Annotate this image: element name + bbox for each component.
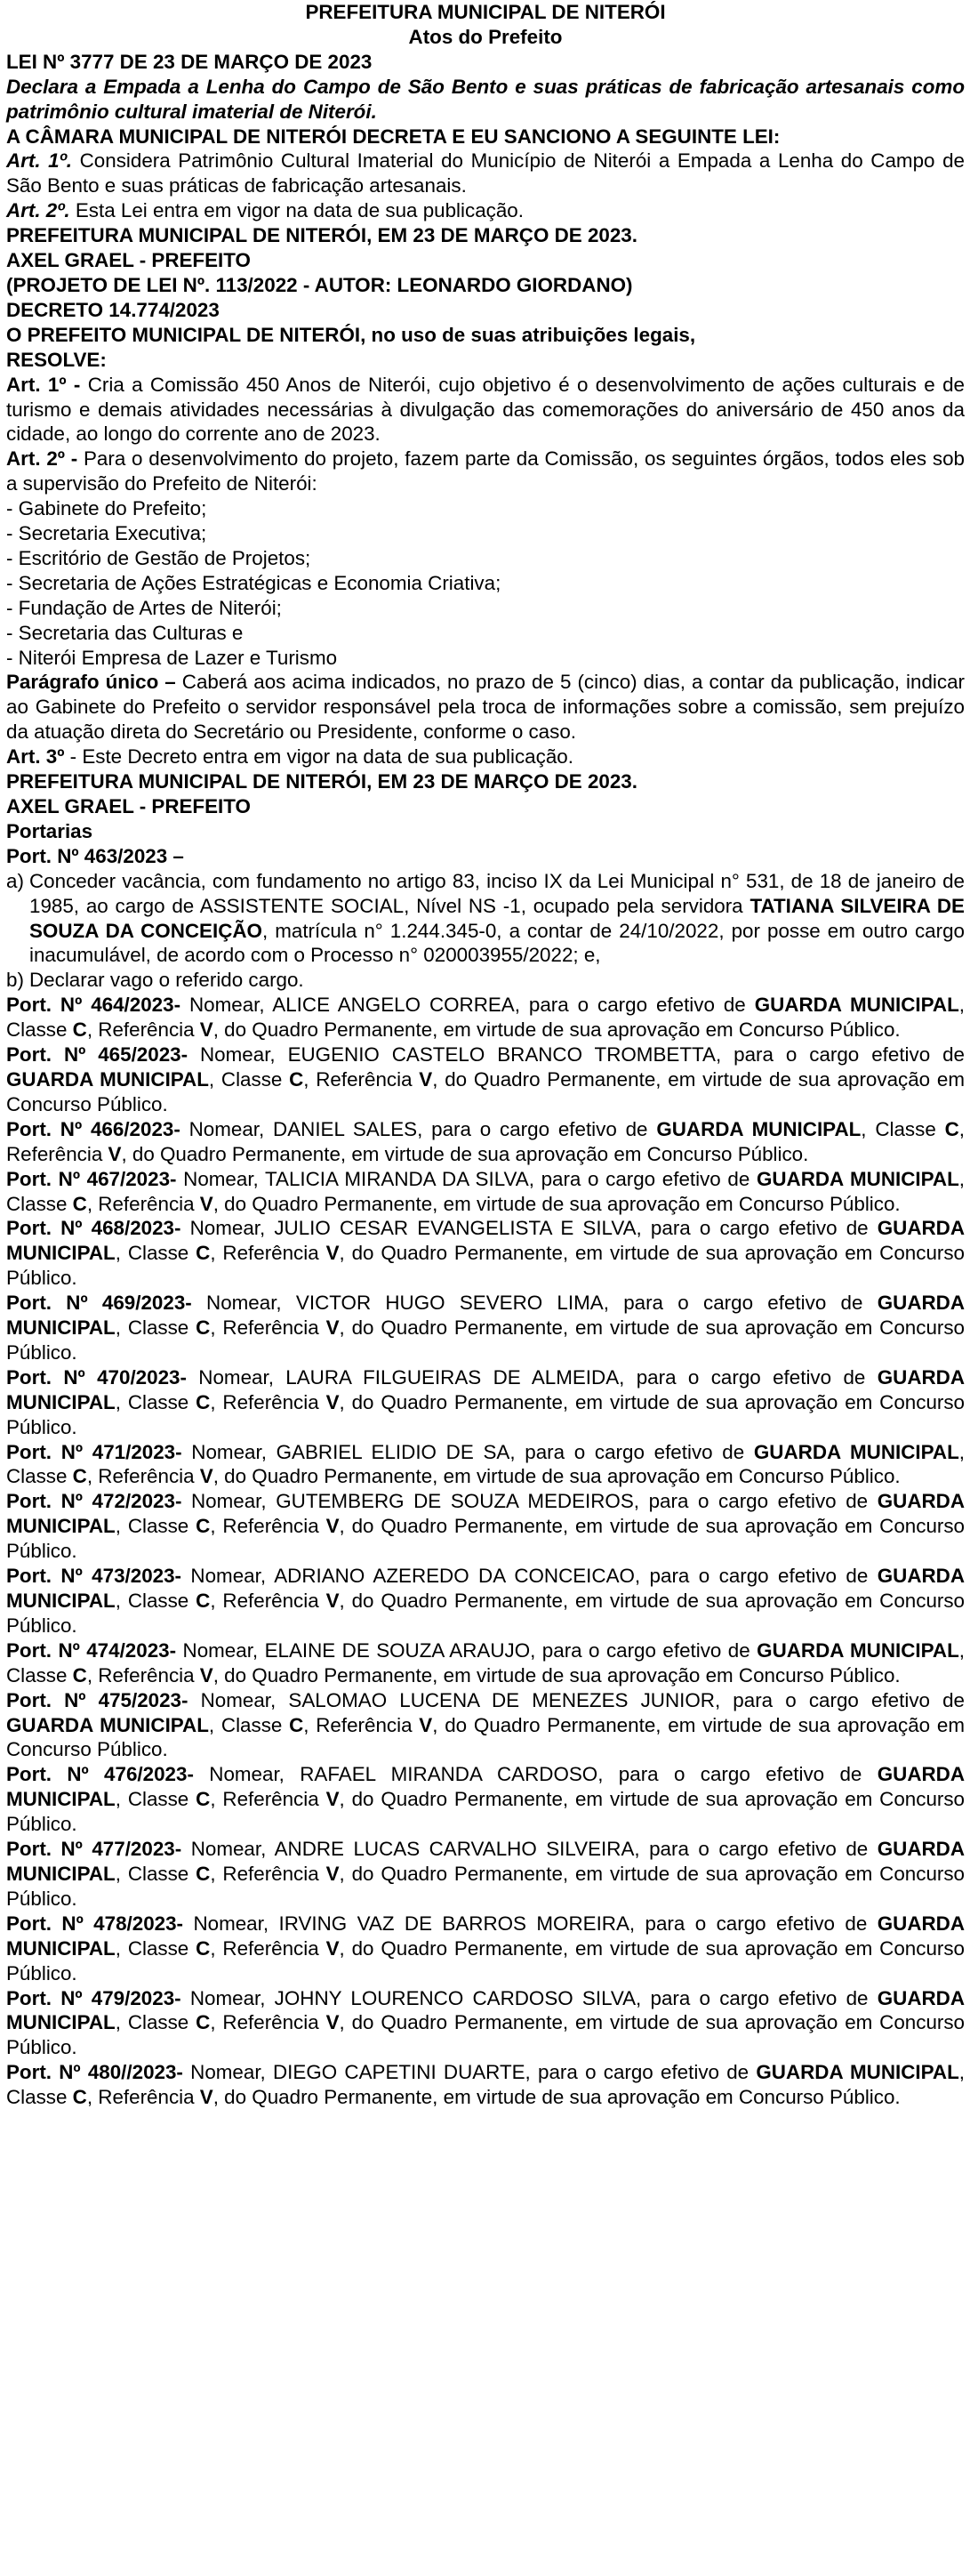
text-run: GUARDA MUNICIPAL (6, 1490, 966, 1538)
text-run: Nomear, ELAINE DE SOUZA ARAUJO, para o cargo efetivo de (176, 1638, 758, 1662)
text-run: C (289, 1067, 304, 1091)
text-run: GUARDA MUNICIPAL (753, 1440, 959, 1463)
text-run: Port. Nº 474/2023- (6, 1638, 177, 1662)
ordinance-entry (6, 993, 965, 1042)
text-run: , Referência (86, 1663, 200, 1686)
text-run: , Classe (208, 1067, 290, 1091)
text-run: GUARDA MUNICIPAL (756, 1167, 959, 1190)
text-run: , Classe (861, 1117, 945, 1140)
text-run: , do Quadro Permanente, em virtude de sua aprovação em Concurso Público. (212, 1663, 901, 1686)
text-run: , matrícula n° 1.244.345-0, a contar de 24/10/2022, por posse em outro cargo inacumulável, de acordo com o Processo n° 020003955/2022; e, (29, 919, 965, 967)
text-run: C (196, 2011, 211, 2034)
clause-text (29, 968, 965, 993)
list-item (6, 571, 965, 596)
ordinance-entry (6, 1216, 965, 1291)
text-run: Port. Nº 471/2023- (6, 1440, 182, 1463)
text-run: , Classe (6, 1167, 965, 1215)
page-title: PREFEITURA MUNICIPAL DE NITERÓI (305, 1, 666, 23)
text-run: , Classe (6, 1440, 965, 1488)
text-run: C (72, 1192, 87, 1215)
text-run: GUARDA MUNICIPAL (6, 1713, 209, 1736)
text-run: V (199, 1192, 213, 1215)
text-run: V (199, 2086, 213, 2109)
ordinance-entry (6, 1365, 965, 1440)
decree-paragraph (6, 670, 965, 745)
text-run: , Referência (210, 1242, 326, 1265)
text-run: Para o desenvolvimento do projeto, fazem parte da Comissão, os seguintes órgãos, todos eles sob a supervisão do Prefeito de Niterói: (6, 447, 966, 495)
text-run: Port. Nº 470/2023- (6, 1365, 187, 1389)
text-run: Nomear, RAFAEL MIRANDA CARDOSO, para o cargo efetivo de (193, 1763, 878, 1786)
text-run: , Referência (86, 1192, 200, 1215)
ordinance-entry (6, 1986, 965, 2061)
ordinance-entry (6, 1489, 965, 1564)
signature-date (6, 223, 965, 248)
list-item (6, 646, 965, 671)
text-run: GUARDA MUNICIPAL (6, 1292, 965, 1340)
text-run: , do Quadro Permanente, em virtude de sua aprovação em Concurso Público. (212, 1192, 901, 1215)
bill-reference (6, 273, 965, 298)
list-item (6, 496, 965, 521)
text-run: A CÂMARA MUNICIPAL DE NITERÓI DECRETA E EU SANCIONO A SEGUINTE LEI: (6, 125, 781, 148)
text-run: Nomear, JULIO CESAR EVANGELISTA E SILVA, para o cargo efetivo de (180, 1217, 878, 1240)
text-run: , Classe (6, 1638, 965, 1686)
text-run: V (325, 1242, 340, 1265)
text-run: , do Quadro Permanente, em virtude de sua aprovação em Concurso Público. (6, 1242, 965, 1290)
ordinance-entry (6, 1762, 965, 1837)
ordinance-entry (6, 1837, 965, 1912)
text-run: V (325, 1788, 340, 1811)
list-item (6, 521, 965, 546)
text-run: Art. 2º - (6, 447, 84, 471)
text-run: V (325, 1316, 340, 1340)
text-run: DECRETO 14.774/2023 (6, 298, 220, 321)
text-run: C (72, 2086, 87, 2109)
law-article (6, 198, 965, 223)
ordinance-entry (6, 1117, 965, 1167)
text-run: Port. Nº 479/2023- (6, 1986, 181, 2009)
text-run: GUARDA MUNICIPAL (6, 1986, 965, 2034)
text-run: Nomear, ALICE ANGELO CORREA, para o cargo efetivo de (180, 994, 755, 1017)
text-run: Port. Nº 468/2023- (6, 1217, 181, 1240)
text-run: , do Quadro Permanente, em virtude de sua aprovação em Concurso Público. (212, 1465, 901, 1488)
text-run: , do Quadro Permanente, em virtude de sua aprovação em Concurso Público. (6, 1936, 965, 1984)
text-run: C (196, 1788, 211, 1811)
list-item (6, 621, 965, 646)
ordinance-entry (6, 1291, 965, 1365)
text-run: - Secretaria Executiva; (6, 522, 207, 545)
text-run: , Referência (86, 1465, 200, 1488)
text-run: Art. 2º. (6, 199, 70, 222)
ordinance-entry (6, 1688, 965, 1763)
text-run: - Secretaria de Ações Estratégicas e Economia Criativa; (6, 571, 501, 594)
text-run: , do Quadro Permanente, em virtude de sua aprovação em Concurso Público. (121, 1142, 809, 1165)
text-run: Portarias (6, 819, 93, 842)
text-run: Art. 3º (6, 745, 65, 769)
signature-name (6, 794, 965, 819)
text-run: O PREFEITO MUNICIPAL DE NITERÓI, no uso de suas atribuições legais, (6, 323, 696, 346)
decree-resolve (6, 348, 965, 373)
text-run: , do Quadro Permanente, em virtude de sua aprovação em Concurso Público. (212, 1018, 901, 1042)
text-run: , Referência (210, 1590, 326, 1612)
text-run: , Referência (210, 1936, 326, 1960)
text-run: Esta Lei entra em vigor na data de sua publicação. (69, 199, 524, 222)
text-run: C (72, 1465, 87, 1488)
text-run: , do Quadro Permanente, em virtude de sua aprovação em Concurso Público. (6, 1862, 965, 1910)
ordinance-clause (6, 869, 965, 969)
clause-text (29, 869, 965, 969)
text-run: Port. Nº 477/2023- (6, 1838, 182, 1861)
decree-article (6, 745, 965, 769)
ordinance-entry (6, 1167, 965, 1217)
text-run: C (196, 1316, 211, 1340)
text-run: Nomear, VICTOR HUGO SEVERO LIMA, para o cargo efetivo de (191, 1292, 878, 1315)
law-title (6, 50, 965, 75)
text-run: Port. Nº 472/2023- (6, 1490, 182, 1513)
text-run: , do Quadro Permanente, em virtude de sua aprovação em Concurso Público. (6, 1067, 965, 1115)
text-run: V (419, 1067, 433, 1091)
text-run: Nomear, ADRIANO AZEREDO DA CONCEICAO, para o cargo efetivo de (181, 1565, 878, 1588)
text-run: , do Quadro Permanente, em virtude de sua aprovação em Concurso Público. (6, 1316, 965, 1364)
text-run: GUARDA MUNICIPAL (656, 1117, 862, 1140)
text-run: LEI Nº 3777 DE 23 DE MARÇO DE 2023 (6, 50, 373, 73)
text-run: Art. 1º - (6, 373, 88, 396)
text-run: , do Quadro Permanente, em virtude de sua aprovação em Concurso Público. (6, 1390, 965, 1438)
text-run: , do Quadro Permanente, em virtude de sua aprovação em Concurso Público. (6, 1788, 965, 1836)
text-run: Parágrafo único – (6, 671, 176, 694)
text-run: Port. Nº 464/2023- (6, 994, 181, 1017)
signature-date (6, 769, 965, 794)
ordinance-clause (6, 968, 965, 993)
text-run: Port. Nº 478/2023- (6, 1912, 184, 1935)
text-run: C (196, 1390, 211, 1413)
ordinance-entry (6, 1042, 965, 1117)
text-run: , Classe (6, 2061, 965, 2109)
ordinance-entry (6, 1440, 965, 1490)
text-run: , Referência (303, 1067, 420, 1091)
text-run: Considera Patrimônio Cultural Imaterial do Município de Niterói a Empada a Lenha do Campo de São Bento e suas práticas de fabricação artesanais. (6, 149, 965, 197)
text-run: - Escritório de Gestão de Projetos; (6, 546, 311, 569)
text-run: C (289, 1713, 304, 1736)
ordinance-entry (6, 1912, 965, 1986)
text-run: PREFEITURA MUNICIPAL DE NITERÓI, EM 23 DE MARÇO DE 2023. (6, 224, 637, 247)
list-item (6, 596, 965, 621)
page-subtitle: Atos do Prefeito (408, 25, 563, 48)
section-heading (6, 819, 965, 844)
text-run: V (199, 1465, 213, 1488)
text-run: Nomear, EUGENIO CASTELO BRANCO TROMBETTA, para o cargo efetivo de (188, 1043, 966, 1067)
text-run: Nomear, SALOMAO LUCENA DE MENEZES JUNIOR, para o cargo efetivo de (188, 1688, 966, 1711)
law-article (6, 149, 965, 198)
text-run: Port. Nº 467/2023- (6, 1167, 177, 1190)
text-run: , Referência (210, 1788, 326, 1811)
text-run: GUARDA MUNICIPAL (757, 1638, 959, 1662)
text-run: GUARDA MUNICIPAL (6, 1763, 966, 1811)
text-run: , Classe (115, 1390, 196, 1413)
text-run: - Niterói Empresa de Lazer e Turismo (6, 646, 338, 669)
signature-name (6, 248, 965, 273)
ordinance-entry (6, 2060, 965, 2110)
text-run: GUARDA MUNICIPAL (6, 1067, 209, 1091)
ordinance-title (6, 844, 965, 869)
law-summary (6, 75, 965, 125)
text-run: V (419, 1713, 433, 1736)
text-run: PREFEITURA MUNICIPAL DE NITERÓI, EM 23 DE MARÇO DE 2023. (6, 770, 637, 793)
text-run: , do Quadro Permanente, em virtude de sua aprovação em Concurso Público. (212, 2086, 901, 2109)
text-run: C (72, 1018, 87, 1042)
text-run: AXEL GRAEL - PREFEITO (6, 249, 251, 272)
text-run: V (325, 2011, 340, 2034)
text-run: , Classe (115, 1862, 196, 1885)
text-run: AXEL GRAEL - PREFEITO (6, 795, 251, 817)
text-run: Nomear, DANIEL SALES, para o cargo efetivo de (180, 1117, 657, 1140)
clause-label: a) (6, 869, 24, 892)
text-run: Port. Nº 475/2023- (6, 1688, 188, 1711)
text-run: GUARDA MUNICIPAL (754, 994, 959, 1017)
text-run: Nomear, IRVING VAZ DE BARROS MOREIRA, para o cargo efetivo de (183, 1912, 878, 1935)
text-run: Nomear, LAURA FILGUEIRAS DE ALMEIDA, para o cargo efetivo de (186, 1365, 878, 1389)
decree-article (6, 447, 965, 496)
text-run: V (325, 1862, 340, 1885)
text-run: , Referência (210, 2011, 326, 2034)
decree-article (6, 373, 965, 447)
text-run: , Classe (115, 2011, 196, 2034)
text-run: , do Quadro Permanente, em virtude de sua aprovação em Concurso Público. (6, 1590, 965, 1637)
text-run: V (325, 1515, 340, 1538)
text-run: Nomear, TALICIA MIRANDA DA SILVA, para o cargo efetivo de (176, 1167, 757, 1190)
list-item (6, 546, 965, 571)
text-run: , Classe (115, 1242, 196, 1265)
text-run: GUARDA MUNICIPAL (6, 1365, 965, 1413)
text-run: , do Quadro Permanente, em virtude de sua aprovação em Concurso Público. (6, 1713, 965, 1761)
text-run: , Referência (210, 1862, 326, 1885)
text-run: GUARDA MUNICIPAL (6, 1838, 966, 1885)
text-run: C (196, 1862, 211, 1885)
text-run: , do Quadro Permanente, em virtude de sua aprovação em Concurso Público. (6, 2011, 965, 2059)
text-run: - Fundação de Artes de Niterói; (6, 596, 282, 619)
text-run: V (199, 1663, 213, 1686)
text-run: , Referência (303, 1713, 420, 1736)
text-run: , Referência (86, 2086, 200, 2109)
ordinance-entry (6, 1564, 965, 1638)
text-run: RESOLVE: (6, 348, 107, 371)
ordinance-entry (6, 1638, 965, 1688)
text-run: Nomear, GABRIEL ELIDIO DE SA, para o cargo efetivo de (181, 1440, 754, 1463)
text-run: C (196, 1936, 211, 1960)
text-run: Caberá aos acima indicados, no prazo de 5 (cinco) dias, a contar da publicação, indicar ao Gabinete do Prefeito o servidor responsável pela troca de informações sobre a comissão, sem prejuízo da atuação direta do Secretário ou Presidente, conforme o caso. (6, 671, 965, 744)
text-run: , Referência (210, 1515, 326, 1538)
text-run: Nomear, GUTEMBERG DE SOUZA MEDEIROS, para o cargo efetivo de (181, 1490, 878, 1513)
text-run: Cria a Comissão 450 Anos de Niterói, cujo objetivo é o desenvolvimento de ações culturais e de turismo e demais atividades necessárias à divulgação das comemorações do aniversário de 450 anos da cidade, ao longo do corrente ano de 2023. (6, 373, 966, 446)
text-run: , Classe (6, 994, 966, 1042)
law-enactment (6, 125, 965, 149)
text-run: Port. Nº 466/2023- (6, 1117, 180, 1140)
text-run: C (196, 1242, 211, 1265)
text-run: V (199, 1018, 213, 1042)
text-run: C (196, 1515, 211, 1538)
text-run: Nomear, JOHNY LOURENCO CARDOSO SILVA, para o cargo efetivo de (180, 1986, 878, 2009)
text-run: Port. Nº 480//2023- (6, 2061, 183, 2084)
text-run: , Classe (115, 1515, 196, 1538)
text-run: - Este Decreto entra em vigor na data de sua publicação. (64, 745, 573, 769)
text-run: C (196, 1590, 211, 1612)
text-run: Nomear, DIEGO CAPETINI DUARTE, para o cargo efetivo de (182, 2061, 757, 2084)
text-run: , Classe (115, 1788, 196, 1811)
clause-label: b) (6, 969, 24, 992)
text-run: GUARDA MUNICIPAL (6, 1565, 966, 1612)
text-run: - Gabinete do Prefeito; (6, 497, 207, 520)
text-run: Port. Nº 473/2023- (6, 1565, 182, 1588)
document-body (6, 50, 965, 2110)
text-run: V (108, 1142, 122, 1165)
text-run: Declarar vago o referido cargo. (29, 969, 304, 992)
text-run: , Referência (6, 1117, 965, 1165)
text-run: V (325, 1936, 340, 1960)
text-run: GUARDA MUNICIPAL (756, 2061, 959, 2084)
text-run: - Secretaria das Culturas e (6, 621, 244, 644)
decree-title (6, 298, 965, 323)
decree-preamble (6, 323, 965, 348)
text-run: , Referência (210, 1316, 326, 1340)
text-run: V (325, 1590, 340, 1612)
text-run: Port. Nº 469/2023- (6, 1292, 192, 1315)
text-run: , do Quadro Permanente, em virtude de sua aprovação em Concurso Público. (6, 1515, 965, 1563)
text-run: , Classe (115, 1316, 196, 1340)
text-run: C (944, 1117, 959, 1140)
text-run: Port. Nº 463/2023 – (6, 844, 184, 867)
text-run: TATIANA SILVEIRA DE SOUZA DA CONCEIÇÃO (29, 894, 965, 942)
text-run: , Referência (86, 1018, 200, 1042)
text-run: Declara a Empada a Lenha do Campo de São Bento e suas práticas de fabricação artesanais como patrimônio cultural imaterial de Niterói. (6, 75, 965, 123)
text-run: , Classe (208, 1713, 290, 1736)
text-run: Nomear, ANDRE LUCAS CARVALHO SILVEIRA, para o cargo efetivo de (181, 1838, 878, 1861)
text-run: (PROJETO DE LEI Nº. 113/2022 - AUTOR: LEONARDO GIORDANO) (6, 273, 633, 296)
text-run: , Referência (210, 1390, 326, 1413)
text-run: Art. 1º. (6, 149, 73, 173)
text-run: , Classe (115, 1936, 196, 1960)
text-run: Conceder vacância, com fundamento no artigo 83, inciso IX da Lei Municipal n° 531, de 18 de janeiro de 1985, ao cargo de ASSISTENTE SOCIAL, Nível NS -1, ocupado pela servidora (29, 869, 965, 917)
text-run: Port. Nº 476/2023- (6, 1763, 194, 1786)
text-run: , Classe (115, 1590, 196, 1612)
text-run: GUARDA MUNICIPAL (6, 1217, 965, 1265)
text-run: C (72, 1663, 87, 1686)
text-run: Port. Nº 465/2023- (6, 1043, 188, 1067)
text-run: V (325, 1390, 340, 1413)
text-run: GUARDA MUNICIPAL (6, 1912, 965, 1960)
